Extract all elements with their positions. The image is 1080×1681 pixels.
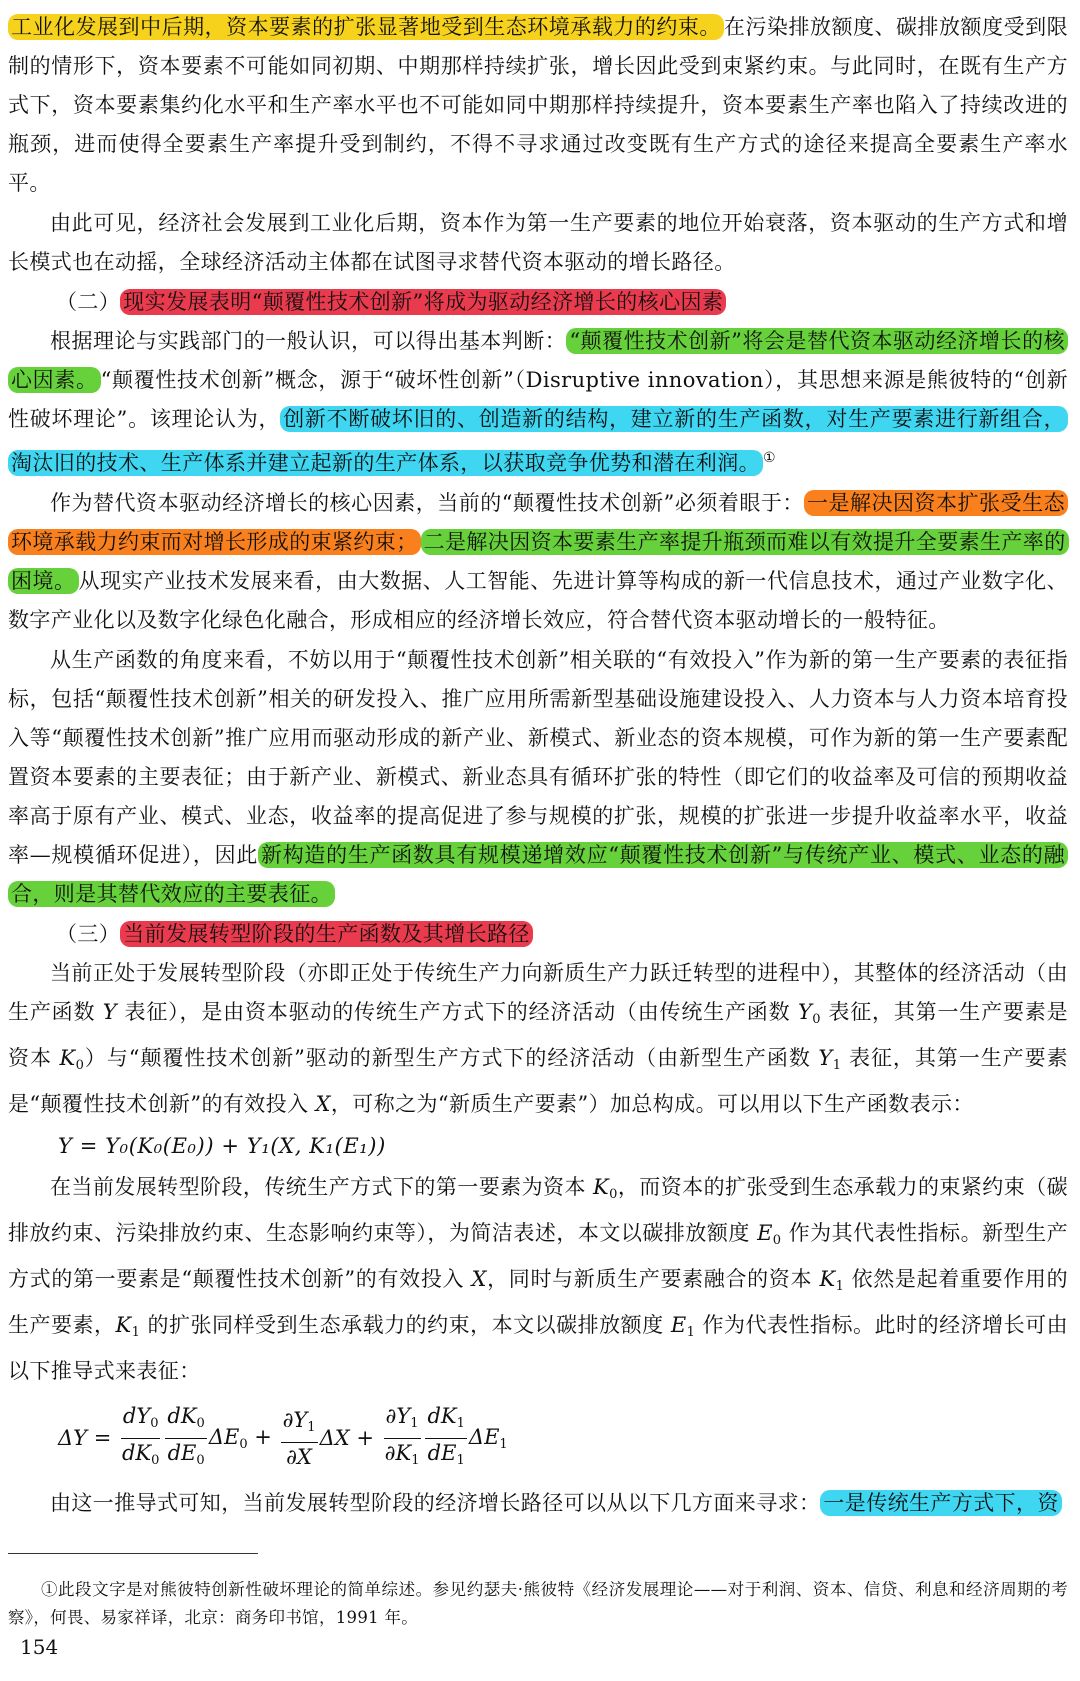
paragraph-text: 作为替代资本驱动经济增长的核心因素，当前的“颠覆性技术创新”必须着眼于： xyxy=(50,491,804,515)
growth-derivation-formula xyxy=(8,1392,1068,1484)
section-number: （三） xyxy=(56,922,121,946)
paragraph-text: 从现实产业技术发展来看，由大数据、人工智能、先进计算等构成的新一代信息技术，通过产业数字化、数字产业化以及数字化绿色化融合，形成相应的经济增长效应，符合替代资本驱动增长的一般特征。 xyxy=(8,569,1068,632)
math-symbol: X xyxy=(471,1267,487,1291)
formula-term: ΔX + xyxy=(319,1426,381,1450)
paragraph-text: 依然是起着重要作用的生产要素， xyxy=(8,1267,1068,1337)
paragraph-text: 根据理论与实践部门的一般认识，可以得出基本判断： xyxy=(50,329,567,353)
page-number: 154 xyxy=(20,1635,59,1659)
section-number: （二） xyxy=(56,290,121,314)
paragraph-text: “颠覆性技术创新”概念，源于“破坏性创新”（Disruptive innovation），其思想来源是熊彼特的“创新性破坏理论”。该理论认为， xyxy=(8,368,1069,431)
formula-text: Y = Y₀(K₀(E₀)) + Y₁(X, K₁(E₁)) xyxy=(58,1134,386,1158)
paragraph-carbon-constraint xyxy=(8,1168,1068,1391)
math-symbol: $E_0$ xyxy=(757,1221,782,1248)
fraction: $\frac{\partial Y_1}{\partial X}$ xyxy=(282,1407,316,1469)
paragraph-text: 当前正处于发展转型阶段（亦即正处于传统生产力向新质生产力跃迁转型的进程中），其整体的经济活动（由生产函数 xyxy=(8,961,1068,1024)
fraction: $\frac{dK_0}{dE_0}$ xyxy=(167,1403,205,1468)
highlight-green: “颠覆性技术创新”将会是替代资本驱动经济增长的核心因素。 xyxy=(8,328,1068,393)
paragraph-text: 由这一推导式可知，当前发展转型阶段的经济增长路径可以从以下几方面来寻求： xyxy=(50,1491,821,1515)
footnote-reference[interactable]: ① xyxy=(763,450,776,466)
math-symbol: $K_0$ xyxy=(59,1046,85,1073)
paragraph-capital-decline: 由此可见，经济社会发展到工业化后期，资本作为第一生产要素的地位开始衰落，资本驱动的生产方式和增长模式也在动摇，全球经济活动主体都在试图寻求替代资本驱动的增长路径。 xyxy=(8,211,1068,274)
math-symbol: $E_1$ xyxy=(670,1313,696,1340)
paragraph-text: ）与“颠覆性技术创新”驱动的新型生产方式下的经济活动（由新型生产函数 xyxy=(84,1046,819,1070)
section-heading-2 xyxy=(8,283,1068,322)
paragraph-text: 表征，其第一生产要素是资本 xyxy=(8,1000,1068,1070)
math-symbol: $K_1$ xyxy=(115,1313,141,1340)
paragraph-text: 作为其代表性指标。新型生产方式的第一要素是“颠覆性技术创新”的有效投入 xyxy=(8,1221,1068,1291)
math-symbol: $Y_0$ xyxy=(797,1000,821,1027)
fraction: $\frac{dY_0}{dK_0}$ xyxy=(121,1403,160,1468)
formula-lhs: ΔY = xyxy=(58,1426,118,1450)
highlight-red: 当前发展转型阶段的生产函数及其增长路径 xyxy=(120,921,533,947)
paragraph-text: ，而资本的扩张受到生态承载力的束紧约束（碳排放约束、污染排放约束、生态影响约束等），为简洁表述，本文以碳排放额度 xyxy=(8,1175,1068,1245)
highlight-cyan: 创新不断破坏旧的、创造新的结构，建立新的生产函数，对生产要素进行新组合，淘汰旧的技术、生产体系并建立起新的生产体系，以获取竞争优势和潜在利润。 xyxy=(8,406,1068,476)
highlight-yellow: 工业化发展到中后期，资本要素的扩张显著地受到生态环境承载力的约束。 xyxy=(8,14,724,40)
math-symbol: $Y_1$ xyxy=(818,1046,842,1073)
math-symbol: $K_1$ xyxy=(819,1267,845,1294)
paragraph-production-function xyxy=(8,641,1068,914)
paragraph-text: 表征），是由资本驱动的传统生产方式下的经济活动（由传统生产函数 xyxy=(117,1000,798,1024)
paragraph-core-factors xyxy=(8,484,1068,640)
highlight-green: 新构造的生产函数具有规模递增效应“颠覆性技术创新”与传统产业、模式、业态的融合，则是其替代效应的主要表征。 xyxy=(8,842,1068,907)
paragraph-capital-constraint xyxy=(8,8,1068,203)
math-symbol: $K_0$ xyxy=(593,1175,618,1202)
paragraph-text: ，可称之为“新质生产要素”）加总构成。可以用以下生产函数表示： xyxy=(330,1092,974,1116)
paragraph-text: 作为代表性指标。此时的经济增长可由以下推导式来表征： xyxy=(8,1313,1069,1383)
footnote: ①此段文字是对熊彼特创新性破坏理论的简单综述。参见约瑟夫·熊彼特《经济发展理论——对于利润、资本、信贷、利息和经济周期的考察》，何畏、易家祥译，北京：商务印书馆，1991 年。 xyxy=(8,1580,1068,1627)
highlight-orange: 一是解决因资本扩张受生态环境承载力约束而对增长形成的束紧约束； xyxy=(8,490,1068,555)
paragraph-text: ，同时与新质生产要素融合的资本 xyxy=(486,1267,820,1291)
footnote-divider xyxy=(8,1553,258,1554)
paragraph-growth-path xyxy=(8,1484,1068,1523)
highlight-red: 现实发展表明“颠覆性技术创新”将成为驱动经济增长的核心因素 xyxy=(120,289,726,315)
highlight-cyan: 一是传统生产方式下，资 xyxy=(820,1490,1061,1516)
math-symbol: X xyxy=(315,1092,331,1116)
paragraph-text: 的扩张同样受到生态承载力的约束，本文以碳排放额度 xyxy=(140,1313,671,1337)
fraction: $\frac{dK_1}{dE_1}$ xyxy=(427,1403,465,1468)
paragraph-text: 从生产函数的角度来看，不妨以用于“颠覆性技术创新”相关联的“有效投入”作为新的第一生产要素的表征指标，包括“颠覆性技术创新”相关的研发投入、推广应用所需新型基础设施建设投入、人力资本与人力资本培育投入等“颠覆性技术创新”推广应用而驱动形成的新产业、新模式、新业态的资本规模，可作为新的第一生产要素配置资本要素的主要表征；由于新产业、新模式、新业态具有循环扩张的特性（即它们的收益率及可信的预期收益率高于原有产业、模式、业态，收益率的提高促进了参与规模的扩张，规模的扩张进一步提升收益率水平，收益率—规模循环促进），因此 xyxy=(8,648,1068,867)
paragraph-text: 在当前发展转型阶段，传统生产方式下的第一要素为资本 xyxy=(50,1175,594,1199)
fraction: $\frac{\partial Y_1}{\partial K_1}$ xyxy=(384,1403,420,1468)
formula-term: $\Delta E_0$ + xyxy=(208,1424,279,1452)
production-function-formula xyxy=(8,1126,1068,1166)
highlight-green: 二是解决因资本要素生产率提升瓶颈而难以有效提升全要素生产率的困境。 xyxy=(8,529,1069,594)
paragraph-disruptive-innovation xyxy=(8,322,1068,483)
formula-term: $\Delta E_1$ xyxy=(468,1424,508,1452)
paragraph-text: 在污染排放额度、碳排放额度受到限制的情形下，资本要素不可能如同初期、中期那样持续扩张，增长因此受到束紧约束。与此同时，在既有生产方式下，资本要素集约化水平和生产率水平也不可能如同中期那样持续提升，资本要素生产率也陷入了持续改进的瓶颈，进而使得全要素生产率提升受到制约，不得不寻求通过改变既有生产方式的途径来提高全要素生产率水平。 xyxy=(8,15,1068,195)
math-symbol: Y xyxy=(102,1000,118,1024)
paragraph-transition-stage xyxy=(8,954,1068,1124)
paragraph-text: 表征，其第一生产要素是“颠覆性技术创新”的有效投入 xyxy=(8,1046,1068,1116)
section-heading-3 xyxy=(8,915,1068,954)
